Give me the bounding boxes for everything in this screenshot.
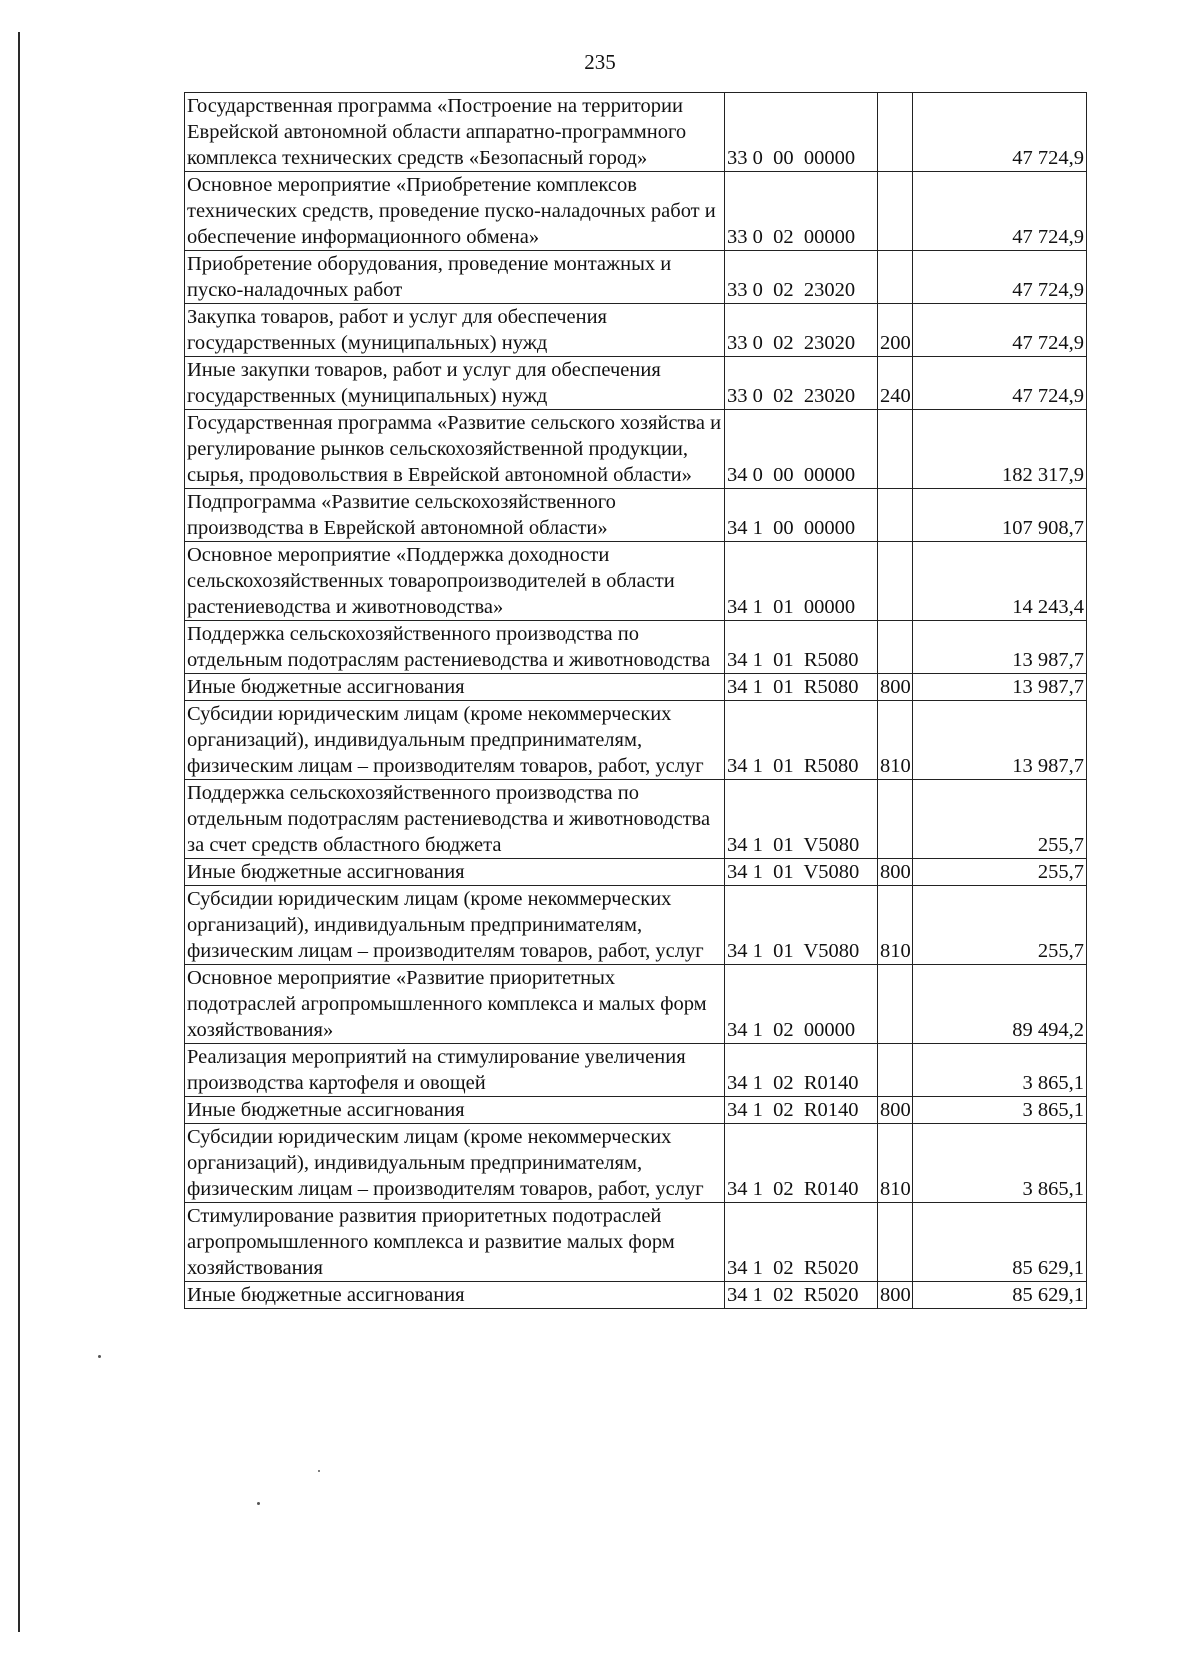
- row-sum-cell: 3 865,1: [913, 1097, 1087, 1124]
- row-code-cell: 34 1 02 R0140: [725, 1124, 878, 1203]
- row-expense-type-cell: [878, 1044, 913, 1097]
- table-row: [185, 1282, 1087, 1309]
- row-expense-type-cell: 810: [878, 886, 913, 965]
- table-row: [185, 621, 1087, 674]
- row-code-cell: 34 1 01 V5080: [725, 780, 878, 859]
- row-code-cell: 34 1 01 R5080: [725, 701, 878, 780]
- row-name-cell: Государственная программа «Развитие сельского хозяйства и регулирование рынков сельскохозяйственной продукции, сырья, продовольствия в Еврейской автономной области»: [185, 410, 725, 489]
- row-name-cell: Поддержка сельскохозяйственного производства по отдельным подотраслям растениеводства и животноводства за счет средств областного бюджета: [185, 780, 725, 859]
- row-code-cell: 34 1 02 R5020: [725, 1282, 878, 1309]
- table-row: [185, 1044, 1087, 1097]
- scan-edge-line: [18, 32, 20, 1632]
- row-sum-cell: 13 987,7: [913, 701, 1087, 780]
- row-expense-type-cell: [878, 621, 913, 674]
- table-row: [185, 410, 1087, 489]
- row-name-cell: Приобретение оборудования, проведение монтажных и пуско-наладочных работ: [185, 251, 725, 304]
- row-name-cell: Подпрограмма «Развитие сельскохозяйственного производства в Еврейской автономной области»: [185, 489, 725, 542]
- row-code-cell: 34 1 01 V5080: [725, 886, 878, 965]
- row-name-cell: Государственная программа «Построение на территории Еврейской автономной области аппаратно-программного комплекса технических средств «Безопасный город»: [185, 93, 725, 172]
- scan-speck: [257, 1502, 260, 1505]
- row-sum-cell: 47 724,9: [913, 357, 1087, 410]
- budget-table-body: [185, 93, 1087, 1309]
- row-name-cell: Иные бюджетные ассигнования: [185, 859, 725, 886]
- table-row: [185, 886, 1087, 965]
- table-row: [185, 251, 1087, 304]
- row-code-cell: 34 1 01 V5080: [725, 859, 878, 886]
- row-name-cell: Поддержка сельскохозяйственного производства по отдельным подотраслям растениеводства и животноводства: [185, 621, 725, 674]
- row-sum-cell: 47 724,9: [913, 172, 1087, 251]
- row-sum-cell: 47 724,9: [913, 304, 1087, 357]
- row-code-cell: 34 1 01 R5080: [725, 621, 878, 674]
- scan-speck: [318, 1470, 320, 1472]
- table-row: [185, 542, 1087, 621]
- row-name-cell: Основное мероприятие «Поддержка доходности сельскохозяйственных товаропроизводителей в области растениеводства и животноводства»: [185, 542, 725, 621]
- row-sum-cell: 255,7: [913, 859, 1087, 886]
- table-row: [185, 93, 1087, 172]
- row-expense-type-cell: 200: [878, 304, 913, 357]
- row-code-cell: 33 0 00 00000: [725, 93, 878, 172]
- row-sum-cell: 89 494,2: [913, 965, 1087, 1044]
- row-code-cell: 34 1 02 R0140: [725, 1044, 878, 1097]
- row-name-cell: Реализация мероприятий на стимулирование увеличения производства картофеля и овощей: [185, 1044, 725, 1097]
- row-sum-cell: 85 629,1: [913, 1203, 1087, 1282]
- table-row: [185, 859, 1087, 886]
- row-code-cell: 33 0 02 23020: [725, 304, 878, 357]
- row-expense-type-cell: [878, 1203, 913, 1282]
- row-expense-type-cell: [878, 251, 913, 304]
- row-expense-type-cell: 810: [878, 1124, 913, 1203]
- row-name-cell: Основное мероприятие «Развитие приоритетных подотраслей агропромышленного комплекса и малых форм хозяйствования»: [185, 965, 725, 1044]
- row-expense-type-cell: [878, 93, 913, 172]
- row-name-cell: Иные бюджетные ассигнования: [185, 1282, 725, 1309]
- row-name-cell: Субсидии юридическим лицам (кроме некоммерческих организаций), индивидуальным предпринимателям, физическим лицам – производителям товаров, работ, услуг: [185, 1124, 725, 1203]
- row-sum-cell: 47 724,9: [913, 251, 1087, 304]
- row-sum-cell: 14 243,4: [913, 542, 1087, 621]
- row-sum-cell: 47 724,9: [913, 93, 1087, 172]
- row-expense-type-cell: [878, 489, 913, 542]
- row-code-cell: 33 0 02 23020: [725, 251, 878, 304]
- row-code-cell: 34 1 01 R5080: [725, 674, 878, 701]
- row-sum-cell: 182 317,9: [913, 410, 1087, 489]
- table-row: [185, 489, 1087, 542]
- table-row: [185, 304, 1087, 357]
- row-sum-cell: 85 629,1: [913, 1282, 1087, 1309]
- row-sum-cell: 3 865,1: [913, 1124, 1087, 1203]
- table-row: [185, 172, 1087, 251]
- row-sum-cell: 107 908,7: [913, 489, 1087, 542]
- row-code-cell: 34 1 02 R0140: [725, 1097, 878, 1124]
- row-name-cell: Закупка товаров, работ и услуг для обеспечения государственных (муниципальных) нужд: [185, 304, 725, 357]
- table-row: [185, 357, 1087, 410]
- table-row: [185, 1124, 1087, 1203]
- page-number: 235: [584, 50, 616, 74]
- row-expense-type-cell: 800: [878, 1097, 913, 1124]
- row-expense-type-cell: [878, 172, 913, 251]
- row-expense-type-cell: [878, 410, 913, 489]
- row-name-cell: Стимулирование развития приоритетных подотраслей агропромышленного комплекса и развитие малых форм хозяйствования: [185, 1203, 725, 1282]
- row-expense-type-cell: 800: [878, 859, 913, 886]
- row-name-cell: Основное мероприятие «Приобретение комплексов технических средств, проведение пуско-наладочных работ и обеспечение информационного обмена»: [185, 172, 725, 251]
- table-row: [185, 965, 1087, 1044]
- row-code-cell: 34 1 02 00000: [725, 965, 878, 1044]
- table-row: [185, 1203, 1087, 1282]
- row-sum-cell: 13 987,7: [913, 674, 1087, 701]
- row-expense-type-cell: 810: [878, 701, 913, 780]
- row-code-cell: 33 0 02 00000: [725, 172, 878, 251]
- row-expense-type-cell: [878, 965, 913, 1044]
- row-sum-cell: 255,7: [913, 886, 1087, 965]
- row-code-cell: 34 1 01 00000: [725, 542, 878, 621]
- row-name-cell: Иные бюджетные ассигнования: [185, 674, 725, 701]
- row-expense-type-cell: [878, 542, 913, 621]
- budget-table: [184, 92, 1087, 1309]
- row-expense-type-cell: 800: [878, 1282, 913, 1309]
- row-name-cell: Субсидии юридическим лицам (кроме некоммерческих организаций), индивидуальным предпринимателям, физическим лицам – производителям товаров, работ, услуг: [185, 701, 725, 780]
- table-row: [185, 780, 1087, 859]
- table-row: [185, 1097, 1087, 1124]
- row-code-cell: 34 1 00 00000: [725, 489, 878, 542]
- row-name-cell: Иные бюджетные ассигнования: [185, 1097, 725, 1124]
- scan-speck: [98, 1355, 101, 1358]
- row-name-cell: Субсидии юридическим лицам (кроме некоммерческих организаций), индивидуальным предпринимателям, физическим лицам – производителям товаров, работ, услуг: [185, 886, 725, 965]
- row-code-cell: 34 0 00 00000: [725, 410, 878, 489]
- row-code-cell: 34 1 02 R5020: [725, 1203, 878, 1282]
- row-code-cell: 33 0 02 23020: [725, 357, 878, 410]
- row-sum-cell: 255,7: [913, 780, 1087, 859]
- row-expense-type-cell: [878, 780, 913, 859]
- row-expense-type-cell: 240: [878, 357, 913, 410]
- row-name-cell: Иные закупки товаров, работ и услуг для обеспечения государственных (муниципальных) нужд: [185, 357, 725, 410]
- row-sum-cell: 3 865,1: [913, 1044, 1087, 1097]
- table-row: [185, 701, 1087, 780]
- table-row: [185, 674, 1087, 701]
- row-sum-cell: 13 987,7: [913, 621, 1087, 674]
- row-expense-type-cell: 800: [878, 674, 913, 701]
